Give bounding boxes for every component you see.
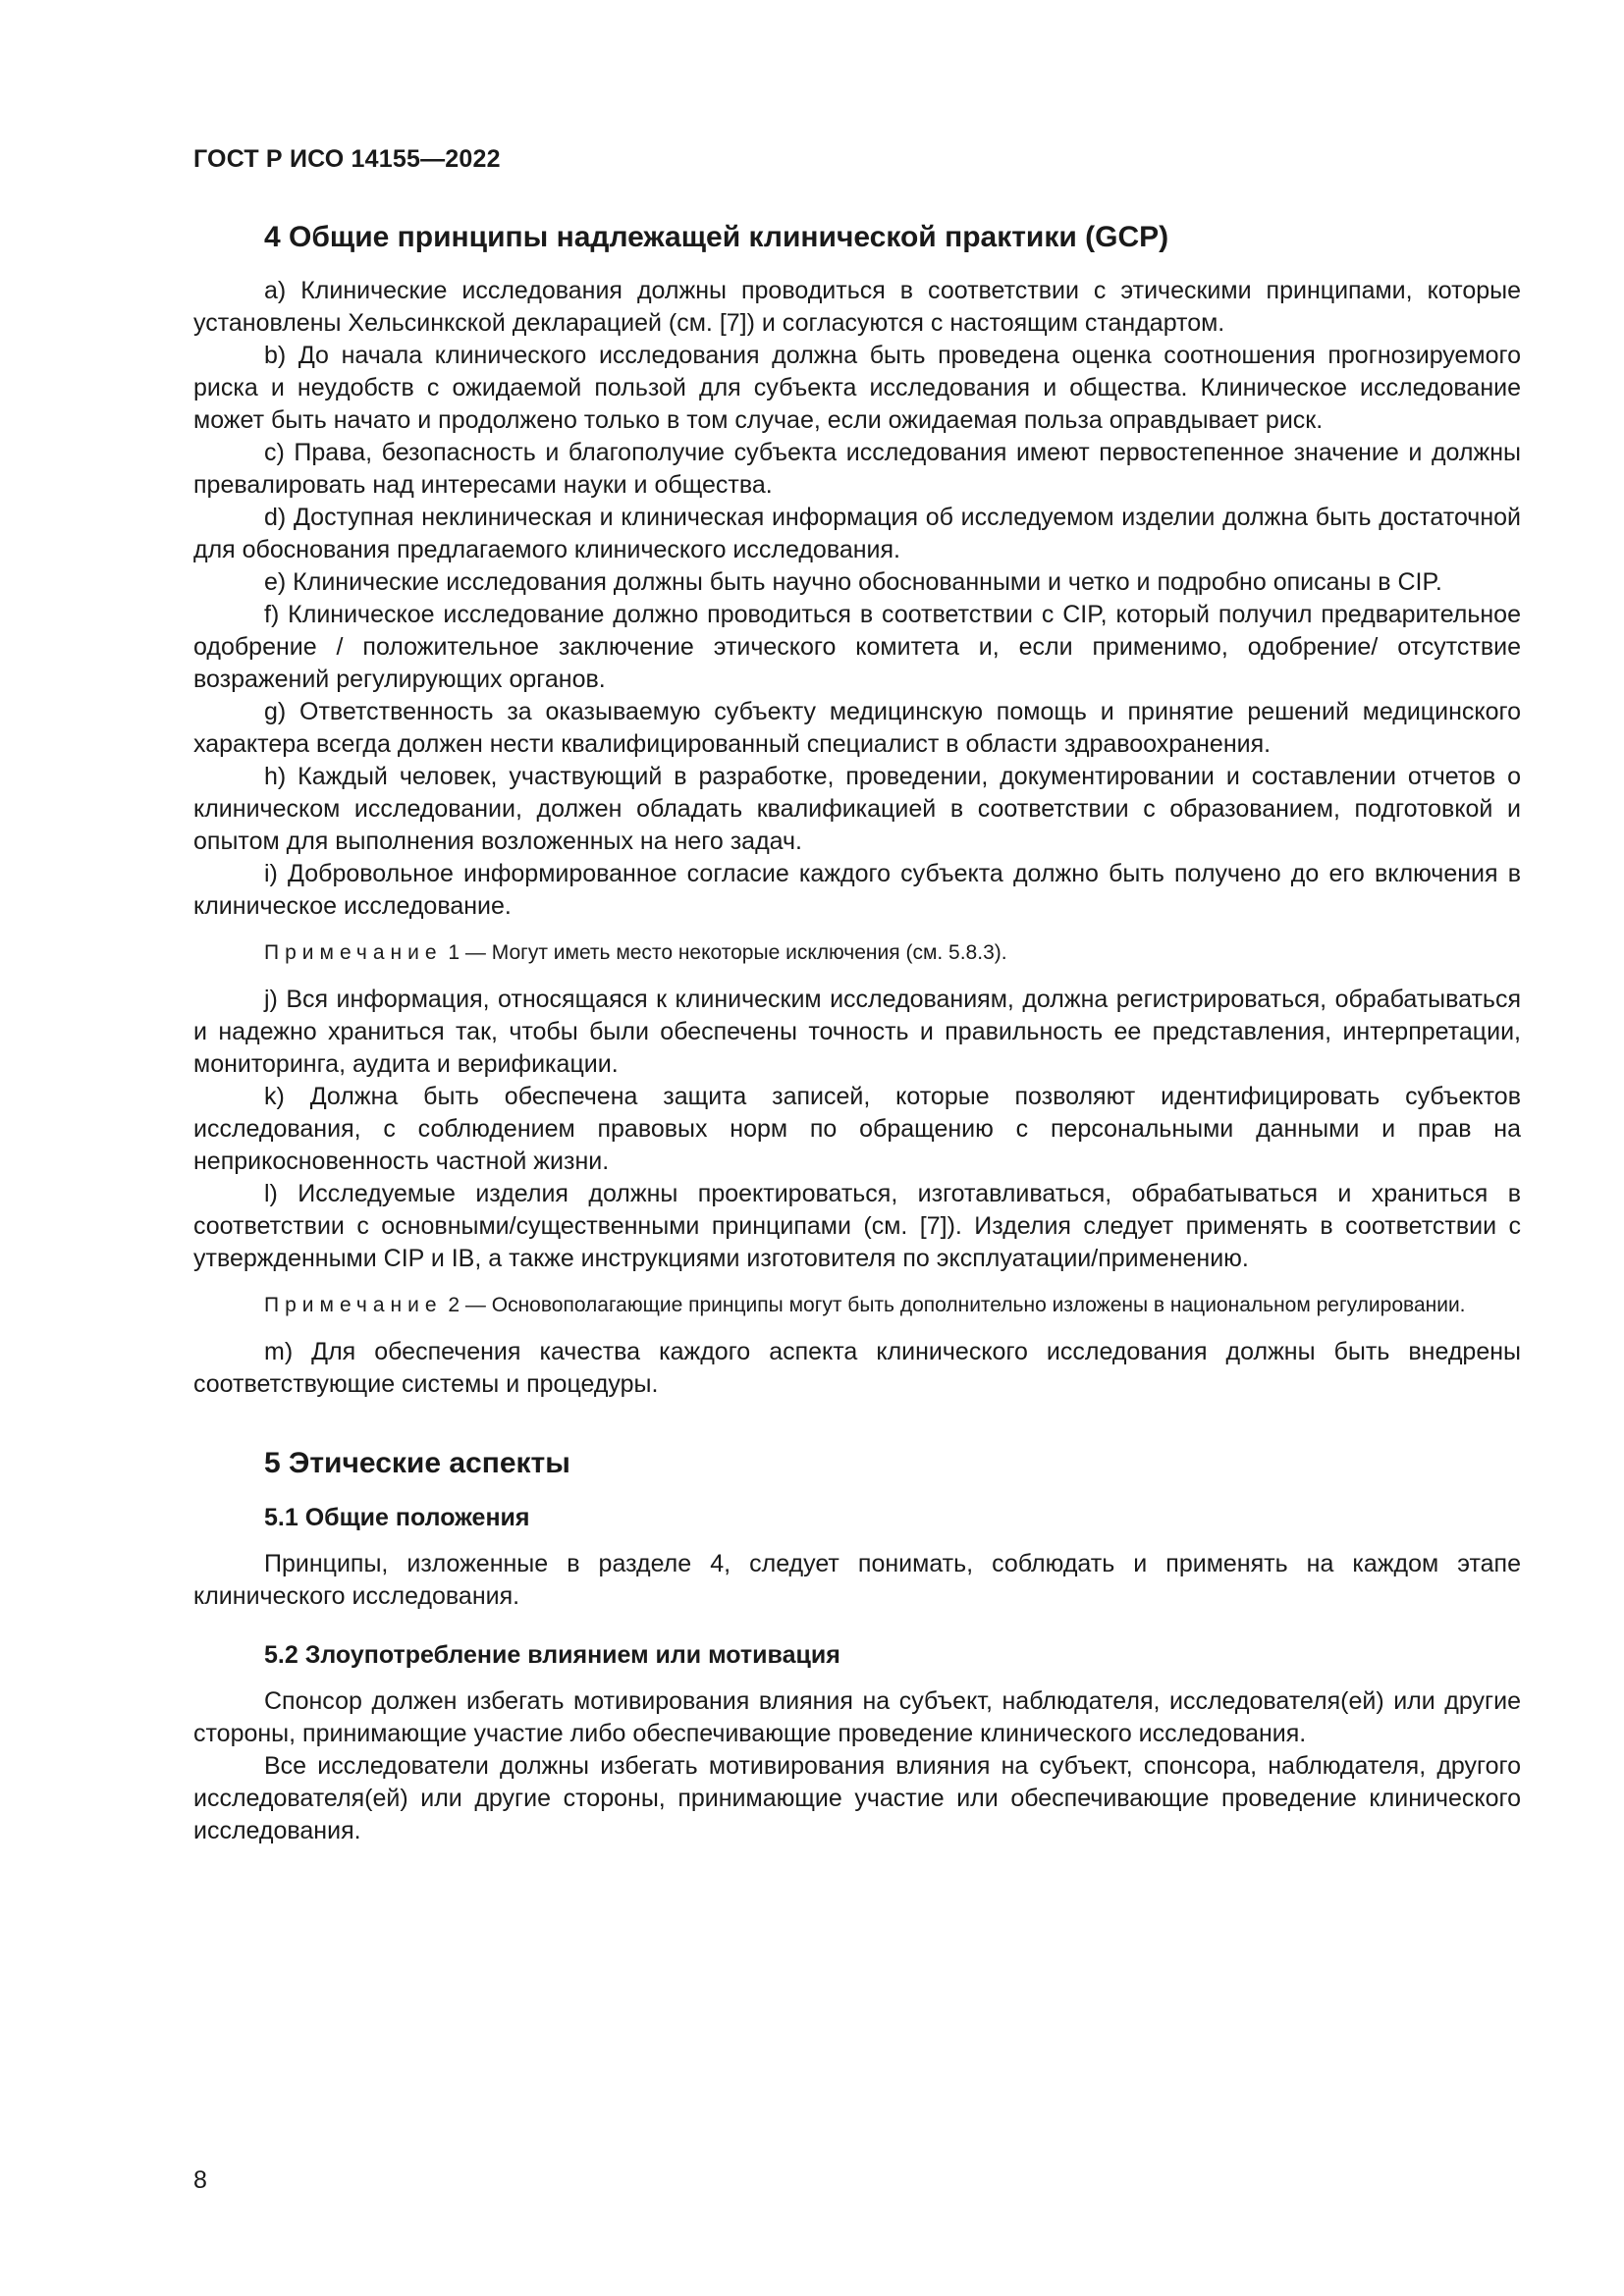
list-item-f: f) Клиническое исследование должно проводиться в соответствии с CIP, который получил предварительное одобрение / положительное заключение этического комитета и, если применимо, одобрение/ отсутствие возражений регулирующих органов. (193, 601, 1521, 693)
list-item-h: h) Каждый человек, участвующий в разработке, проведении, документировании и составлении отчетов о клиническом исследовании, должен обладать квалификацией в соответствии с образованием, подготовкой и опытом для выполнения возложенных на него задач. (193, 763, 1521, 855)
list-item-m: m) Для обеспечения качества каждого аспекта клинического исследования должны быть внедрены соответствующие системы и процедуры. (193, 1338, 1521, 1398)
section-4-title: 4 Общие принципы надлежащей клинической практики (GCP) (264, 221, 1169, 253)
note-1-text: 1 — Могут иметь место некоторые исключения (см. 5.8.3). (448, 941, 1007, 964)
subsection-5-1-title: 5.1 Общие положения (264, 1504, 530, 1531)
list-item-c: c) Права, безопасность и благополучие субъекта исследования имеют первостепенное значение и должны превалировать над интересами науки и общества. (193, 439, 1521, 499)
list-item-j: j) Вся информация, относящаяся к клиническим исследованиям, должна регистрироваться, обрабатываться и надежно храниться так, чтобы были обеспечены точность и правильность ее представления, интерпретации, мониторинга, аудита и верификации. (193, 986, 1521, 1078)
note-2-label: Примечание (264, 1294, 443, 1316)
note-1 (193, 938, 1521, 968)
list-item-e: e) Клинические исследования должны быть научно обоснованными и четко и подробно описаны в CIP. (264, 568, 1442, 596)
list-item-d: d) Доступная неклиническая и клиническая информация об исследуемом изделии должна быть достаточной для обоснования предлагаемого клинического исследования. (193, 504, 1521, 563)
page-number: 8 (193, 2166, 207, 2194)
section-5-title: 5 Этические аспекты (264, 1447, 570, 1479)
subsection-5-1-text: Принципы, изложенные в разделе 4, следует понимать, соблюдать и применять на каждом этапе клинического исследования. (193, 1550, 1521, 1610)
list-item-b: b) До начала клинического исследования должна быть проведена оценка соотношения прогнозируемого риска и неудобств с ожидаемой пользой для субъекта исследования и общества. Клиническое исследование может быть начато и продолжено только в том случае, если ожидаемая польза оправдывает риск. (193, 342, 1521, 434)
page-content (193, 218, 1521, 1847)
list-item-k: k) Должна быть обеспечена защита записей, которые позволяют идентифицировать субъектов исследования, с соблюдением правовых норм по обращению с персональными данными и прав на неприкосновенность частной жизни. (193, 1083, 1521, 1175)
document-header: ГОСТ Р ИСО 14155—2022 (193, 145, 501, 173)
list-item-a: a) Клинические исследования должны проводиться в соответствии с этическими принципами, которые установлены Хельсинкской декларацией (см. [7]) и согласуются с настоящим стандартом. (193, 277, 1521, 337)
list-item-g: g) Ответственность за оказываемую субъекту медицинскую помощь и принятие решений медицинского характера всегда должен нести квалифицированный специалист в области здравоохранения. (193, 698, 1521, 758)
list-item-i: i) Добровольное информированное согласие каждого субъекта должно быть получено до его включения в клиническое исследование. (193, 860, 1521, 920)
subsection-5-2-para-2: Все исследователи должны избегать мотивирования влияния на субъект, спонсора, наблюдателя, другого исследователя(ей) или другие стороны, принимающие участие или обеспечивающие проведение клинического исследования. (193, 1752, 1521, 1844)
note-2 (193, 1291, 1521, 1320)
subsection-5-2-para-1: Спонсор должен избегать мотивирования влияния на субъект, наблюдателя, исследователя(ей) или другие стороны, принимающие участие либо обеспечивающие проведение клинического исследования. (193, 1687, 1521, 1747)
list-item-l: l) Исследуемые изделия должны проектироваться, изготавливаться, обрабатываться и храниться в соответствии с основными/существенными принципами (см. [7]). Изделия следует применять в соответствии с утвержденными CIP и IB, а также инструкциями изготовителя по эксплуатации/применению. (193, 1180, 1521, 1272)
note-2-text: 2 — Основополагающие принципы могут быть дополнительно изложены в национальном регулировании. (448, 1294, 1466, 1316)
note-1-label: Примечание (264, 941, 443, 964)
subsection-5-2-title: 5.2 Злоупотребление влиянием или мотивация (264, 1641, 840, 1669)
